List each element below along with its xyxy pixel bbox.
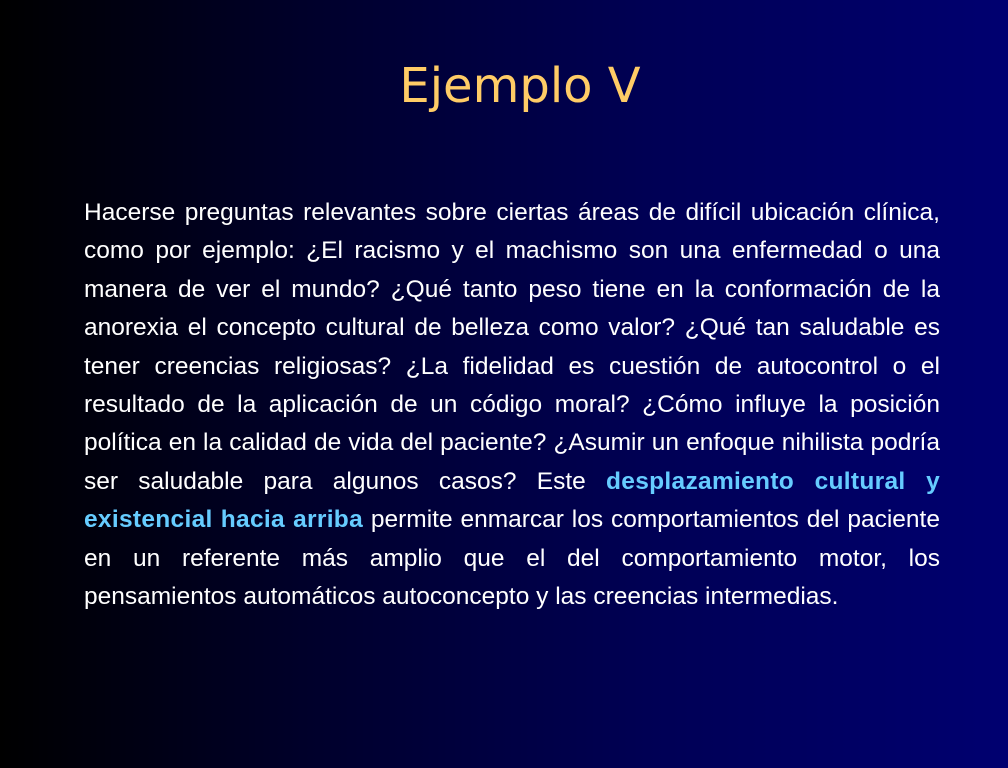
highlighted-phrase: desplazamiento cultural y existencial hacia arriba (84, 467, 940, 534)
slide-body-text (84, 194, 940, 616)
slide-title: Ejemplo V (399, 58, 641, 114)
body-text-conclusion: permite enmarcar los comportamientos del paciente en un referente más amplio que el del comportamiento motor, los pensamientos automáticos autoconcepto y las creencias intermedias. (84, 506, 940, 611)
body-text-intro: Hacerse preguntas relevantes sobre ciertas áreas de difícil ubicación clínica, como por ejemplo: ¿El racismo y el machismo son una enfermedad o una manera de ver el mundo? ¿Qué tanto peso tiene en la conformación de la anorexia el concepto cultural de belleza como valor? ¿Qué tan saludable es tener creencias religiosas? ¿La fidelidad es cuestión de autocontrol o el resultado de la aplicación de un código moral? ¿Cómo influye la posición política en la calidad de vida del paciente? ¿Asumir un enfoque nihilista podría ser saludable para algunos casos? Este (84, 199, 940, 495)
